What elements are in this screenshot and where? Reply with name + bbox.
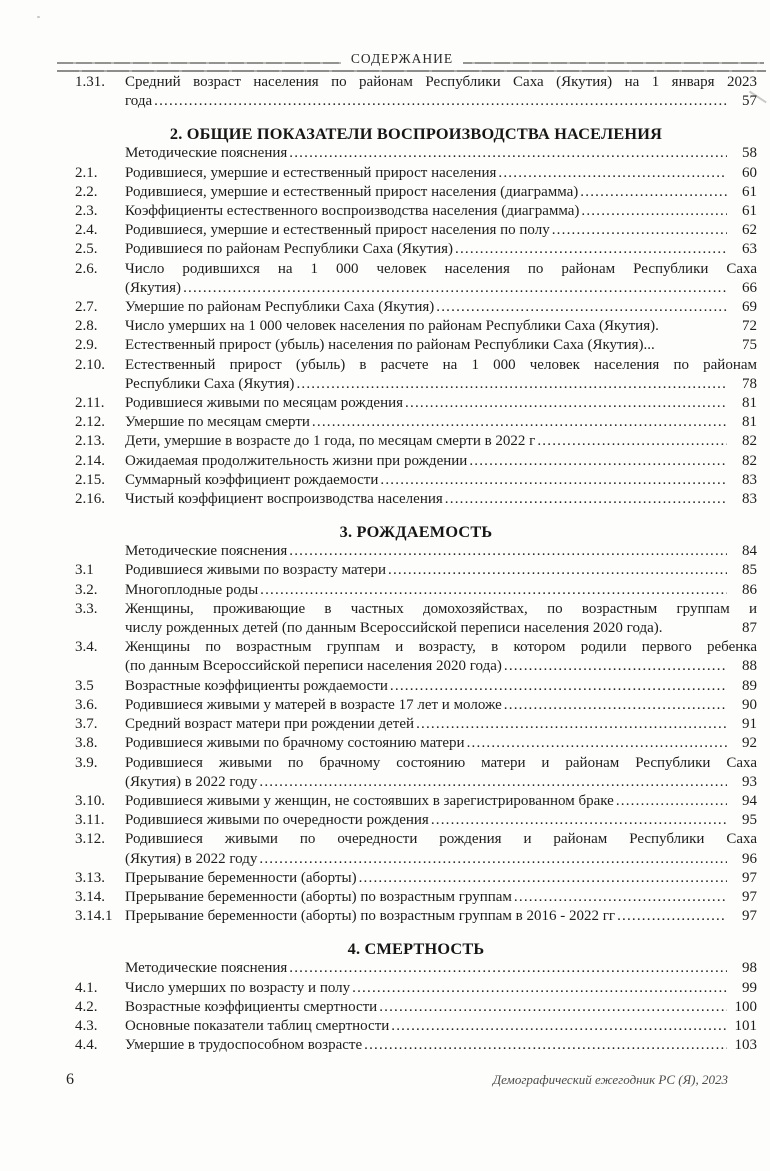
toc-entry: [75, 1036, 757, 1055]
entry-line: [125, 490, 757, 509]
entry-line: Число родившихся на 1 000 человек населения по районам Республики Саха: [125, 260, 757, 277]
entry-line: [125, 317, 757, 336]
entry-page-number: 63: [742, 241, 757, 258]
toc-entry: [75, 413, 757, 432]
toc-entry: [75, 869, 757, 888]
dot-leader: [498, 164, 727, 183]
toc-entry: [75, 1017, 757, 1036]
toc-entry: [75, 734, 757, 753]
dot-leader: [388, 561, 727, 580]
toc-entry: [75, 542, 757, 561]
entry-page-number: 103: [734, 1037, 757, 1054]
entry-line: [125, 581, 757, 600]
dot-leader: [455, 240, 727, 259]
entry-line: [125, 164, 757, 183]
entry-title: Число умерших по возрасту и полу: [125, 979, 351, 996]
entry-line: [125, 869, 757, 888]
dot-leader: [504, 657, 727, 676]
entry-title: Прерывание беременности (аборты) по возрастным группам в 2016 - 2022 гг: [125, 908, 616, 925]
toc-entry: [75, 959, 757, 978]
dot-leader: [537, 432, 727, 451]
entry-line: [125, 792, 757, 811]
entry-number: 2.15.: [75, 471, 105, 488]
entry-number: 3.11.: [75, 812, 105, 829]
dot-leader: [416, 715, 727, 734]
header-rule-bottom: [57, 70, 766, 72]
entry-number: 3.7.: [75, 716, 98, 733]
toc-entry: [75, 356, 757, 394]
entry-number: 3.10.: [75, 792, 105, 809]
entry-title: Дети, умершие в возрасте до 1 года, по месяцам смерти в 2022 г: [125, 433, 536, 450]
entry-page-number: 57: [742, 93, 757, 110]
dot-leader: [504, 696, 727, 715]
entry-page-number: 72: [742, 318, 757, 335]
entry-number: 3.13.: [75, 869, 105, 886]
entry-line: [125, 619, 757, 638]
toc-entry: [75, 298, 757, 317]
document-header: [50, 50, 754, 68]
toc-entry: [75, 907, 757, 926]
dot-leader: [469, 452, 727, 471]
dot-leader: [289, 542, 727, 561]
entry-line: [125, 715, 757, 734]
entry-title: числу рожденных детей (по данным Всероссийской переписи населения 2020 года).: [125, 620, 663, 637]
entry-line: [125, 677, 757, 696]
dot-leader: [436, 298, 727, 317]
entry-line: [125, 394, 757, 413]
entry-number: 3.1: [75, 562, 94, 579]
dot-leader: [380, 471, 727, 490]
section-title: 4. СМЕРТНОСТЬ: [347, 939, 485, 959]
entry-line: [125, 336, 757, 355]
entry-number: 2.10.: [75, 356, 105, 373]
toc-entry: [75, 490, 757, 509]
entry-number: 4.4.: [75, 1037, 98, 1054]
entry-title: Методические пояснения: [125, 960, 288, 977]
entry-page-number: 88: [742, 658, 757, 675]
entry-line: Женщины по возрастным группам и возрасту, в котором родили первого ребенка: [125, 639, 757, 656]
entry-page-number: 101: [734, 1017, 757, 1034]
entry-page-number: 96: [742, 850, 757, 867]
entry-page-number: 98: [742, 960, 757, 977]
dot-leader: [581, 202, 727, 221]
toc-entry: [75, 638, 757, 676]
entry-number: 4.2.: [75, 998, 98, 1015]
entry-title: Родившиеся, умершие и естественный прирост населения по полу: [125, 222, 550, 239]
entry-title: Естественный прирост (убыль) населения по районам Республики Саха (Якутия)...: [125, 337, 655, 354]
entry-line: [125, 907, 757, 926]
dot-leader: [364, 1036, 727, 1055]
entry-line: [125, 979, 757, 998]
dot-leader: [617, 907, 727, 926]
dot-leader: [352, 979, 727, 998]
toc-entry: [75, 164, 757, 183]
dot-leader: [289, 144, 727, 163]
entry-page-number: 78: [742, 375, 757, 392]
entry-line: [125, 471, 757, 490]
entry-number: 2.16.: [75, 491, 105, 508]
entry-title: Число умерших на 1 000 человек населения по районам Республики Саха (Якутия).: [125, 318, 659, 335]
entry-line: [125, 850, 757, 869]
entry-page-number: 58: [742, 145, 757, 162]
entry-title: Родившиеся по районам Республики Саха (Якутия): [125, 241, 454, 258]
entry-page-number: 83: [742, 491, 757, 508]
toc-entry: [75, 696, 757, 715]
dot-leader: [390, 677, 727, 696]
dot-leader: [445, 490, 727, 509]
toc-entry: [75, 221, 757, 240]
entry-page-number: 69: [742, 299, 757, 316]
toc-entry: [75, 336, 757, 355]
entry-number: 2.1.: [75, 164, 98, 181]
toc: [75, 73, 757, 1055]
toc-entry: [75, 754, 757, 792]
entry-page-number: 61: [742, 203, 757, 220]
entry-title: Основные показатели таблиц смертности: [125, 1017, 390, 1034]
entry-line: [125, 144, 757, 163]
entry-line: [125, 240, 757, 259]
entry-number: 2.8.: [75, 318, 98, 335]
entry-number: 3.3.: [75, 600, 98, 617]
toc-entry: [75, 202, 757, 221]
entry-line: [125, 413, 757, 432]
entry-title: (Якутия) в 2022 году: [125, 850, 258, 867]
dot-leader: [289, 959, 727, 978]
entry-line: [125, 1017, 757, 1036]
entry-page-number: 85: [742, 562, 757, 579]
entry-line: [125, 888, 757, 907]
entry-page-number: 82: [742, 433, 757, 450]
toc-entry: [75, 979, 757, 998]
entry-page-number: 97: [742, 908, 757, 925]
entry-title: Умершие по месяцам смерти: [125, 414, 310, 431]
entry-line: [125, 183, 757, 202]
toc-entry: [75, 260, 757, 298]
entry-number: 3.4.: [75, 639, 98, 656]
entry-page-number: 97: [742, 888, 757, 905]
dot-leader: [467, 734, 727, 753]
entry-title: Средний возраст матери при рождении детей: [125, 716, 415, 733]
entry-number: 2.14.: [75, 452, 105, 469]
entry-number: 3.12.: [75, 831, 105, 848]
entry-number: 2.3.: [75, 203, 98, 220]
entry-line: [125, 657, 757, 676]
entry-title: Методические пояснения: [125, 543, 288, 560]
entry-title: Родившиеся живыми по брачному состоянию матери: [125, 735, 465, 752]
entry-number: 2.5.: [75, 241, 98, 258]
toc-entry: [75, 888, 757, 907]
entry-page-number: 82: [742, 452, 757, 469]
entry-page-number: 66: [742, 279, 757, 296]
dot-leader: [580, 183, 727, 202]
entry-number: 2.9.: [75, 337, 98, 354]
entry-title: Родившиеся живыми по месяцам рождения: [125, 395, 404, 412]
section-title: 3. РОЖДАЕМОСТЬ: [339, 522, 493, 542]
entry-line: [125, 432, 757, 451]
entry-number: 2.6.: [75, 260, 98, 277]
entry-title: (по данным Всероссийской переписи населения 2020 года): [125, 658, 502, 675]
entry-line: [125, 279, 757, 298]
entry-page-number: 91: [742, 716, 757, 733]
entry-page-number: 81: [742, 414, 757, 431]
entry-page-number: 84: [742, 543, 757, 560]
dot-leader: [183, 279, 727, 298]
entry-number: 3.8.: [75, 735, 98, 752]
entry-page-number: 62: [742, 222, 757, 239]
entry-line: [125, 959, 757, 978]
entry-page-number: 100: [734, 998, 757, 1015]
entry-line: [125, 773, 757, 792]
entry-title: Возрастные коэффициенты смертности: [125, 998, 378, 1015]
entry-number: 2.11.: [75, 395, 105, 412]
entry-title: Коэффициенты естественного воспроизводства населения (диаграмма): [125, 203, 580, 220]
entry-title: (Якутия) в 2022 году: [125, 773, 258, 790]
entry-title: Родившиеся, умершие и естественный прирост населения (диаграмма): [125, 183, 579, 200]
toc-entry: [75, 144, 757, 163]
entry-title: Умершие в трудоспособном возрасте: [125, 1037, 363, 1054]
entry-page-number: 60: [742, 164, 757, 181]
toc-entry: [75, 471, 757, 490]
entry-line: [125, 998, 757, 1017]
entry-line: [125, 696, 757, 715]
entry-number: 3.14.: [75, 888, 105, 905]
dot-leader: [154, 92, 727, 111]
entry-number: 3.5: [75, 677, 94, 694]
entry-line: Естественный прирост (убыль) в расчете на 1 000 человек населения по районам: [125, 356, 757, 373]
entry-number: 2.2.: [75, 183, 98, 200]
entry-number: 2.7.: [75, 299, 98, 316]
entry-page-number: 75: [742, 337, 757, 354]
toc-entry: [75, 432, 757, 451]
entry-number: 2.4.: [75, 222, 98, 239]
entry-line: [125, 561, 757, 580]
toc-entry: [75, 183, 757, 202]
entry-title: Возрастные коэффициенты рождаемости: [125, 677, 388, 694]
toc-entry: [75, 73, 757, 111]
entry-line: Родившиеся живыми по очередности рождения и районам Республики Саха: [125, 831, 757, 848]
toc-entry: [75, 561, 757, 580]
entry-line: [125, 375, 757, 394]
dot-leader: [296, 375, 727, 394]
entry-title: Суммарный коэффициент рождаемости: [125, 471, 379, 488]
page-title: СОДЕРЖАНИЕ: [341, 51, 463, 67]
footer-source: Демографический ежегодник РС (Я), 2023: [492, 1072, 728, 1087]
entry-line: [125, 734, 757, 753]
toc-entry: [75, 998, 757, 1017]
entry-line: [125, 202, 757, 221]
toc-entry: [75, 830, 757, 868]
entry-page-number: 61: [742, 183, 757, 200]
entry-page-number: 87: [742, 620, 757, 637]
entry-page-number: 95: [742, 812, 757, 829]
toc-entry: [75, 792, 757, 811]
entry-title: Республики Саха (Якутия): [125, 375, 295, 392]
entry-page-number: 81: [742, 395, 757, 412]
toc-entry: [75, 811, 757, 830]
page-number: 6: [66, 1071, 74, 1088]
entry-title: года: [125, 93, 153, 110]
entry-title: Родившиеся живыми по возрасту матери: [125, 562, 387, 579]
entry-number: 3.6.: [75, 696, 98, 713]
toc-entry: [75, 677, 757, 696]
entry-title: Чистый коэффициент воспроизводства населения: [125, 491, 443, 508]
toc-entry: [75, 240, 757, 259]
entry-title: Прерывание беременности (аборты) по возрастным группам: [125, 888, 512, 905]
dot-leader: [431, 811, 727, 830]
entry-number: 1.31.: [75, 74, 105, 90]
toc-entry: [75, 600, 757, 638]
dot-leader: [312, 413, 727, 432]
entry-title: Многоплодные роды: [125, 581, 259, 598]
entry-line: [125, 221, 757, 240]
entry-number: 2.13.: [75, 433, 105, 450]
entry-number: 2.12.: [75, 414, 105, 431]
entry-line: [125, 452, 757, 471]
section-title: 2. ОБЩИЕ ПОКАЗАТЕЛИ ВОСПРОИЗВОДСТВА НАСЕЛЕНИЯ: [169, 124, 663, 144]
dot-leader: [514, 888, 727, 907]
dot-leader: [405, 394, 727, 413]
entry-line: Родившиеся живыми по брачному состоянию матери и районам Республики Саха: [125, 754, 757, 771]
entry-line: Женщины, проживающие в частных домохозяйствах, по возрастным группам и: [125, 600, 757, 617]
entry-number: 3.2.: [75, 581, 98, 598]
dot-leader: [260, 581, 727, 600]
toc-entry: [75, 452, 757, 471]
entry-line: [125, 811, 757, 830]
entry-number: 4.1.: [75, 979, 98, 996]
entry-number: 3.9.: [75, 754, 98, 771]
entry-title: Родившиеся живыми у матерей в возрасте 17 лет и моложе: [125, 696, 502, 713]
page-footer: [66, 1071, 728, 1089]
entry-title: Методические пояснения: [125, 145, 288, 162]
entry-page-number: 90: [742, 696, 757, 713]
toc-entry: [75, 394, 757, 413]
entry-page-number: 92: [742, 735, 757, 752]
entry-line: [125, 298, 757, 317]
dot-leader: [379, 998, 727, 1017]
entry-page-number: 89: [742, 677, 757, 694]
entry-line: [125, 92, 757, 111]
toc-entry: [75, 715, 757, 734]
scan-speck: [37, 16, 40, 18]
dot-leader: [552, 221, 727, 240]
entry-line: Средний возраст населения по районам Республики Саха (Якутия) на 1 января 2023: [125, 74, 757, 90]
entry-page-number: 97: [742, 869, 757, 886]
entry-number: 3.14.1: [75, 908, 113, 925]
entry-number: 4.3.: [75, 1017, 98, 1034]
entry-page-number: 83: [742, 471, 757, 488]
entry-title: Прерывание беременности (аборты): [125, 869, 357, 886]
dot-leader: [259, 773, 727, 792]
entry-title: Родившиеся живыми у женщин, не состоявших в зарегистрированном браке: [125, 792, 614, 809]
entry-title: Умершие по районам Республики Саха (Якутия): [125, 299, 435, 316]
entry-line: [125, 1036, 757, 1055]
dot-leader: [391, 1017, 727, 1036]
dot-leader: [259, 850, 727, 869]
entry-page-number: 99: [742, 979, 757, 996]
entry-line: [125, 542, 757, 561]
entry-page-number: 93: [742, 773, 757, 790]
toc-entry: [75, 317, 757, 336]
dot-leader: [359, 869, 727, 888]
entry-page-number: 94: [742, 792, 757, 809]
toc-entry: [75, 581, 757, 600]
entry-title: Родившиеся, умершие и естественный прирост населения: [125, 164, 497, 181]
entry-title: (Якутия): [125, 279, 182, 296]
entry-title: Ожидаемая продолжительность жизни при рождении: [125, 452, 468, 469]
entry-page-number: 86: [742, 581, 757, 598]
dot-leader: [616, 792, 727, 811]
entry-title: Родившиеся живыми по очередности рождения: [125, 812, 429, 829]
